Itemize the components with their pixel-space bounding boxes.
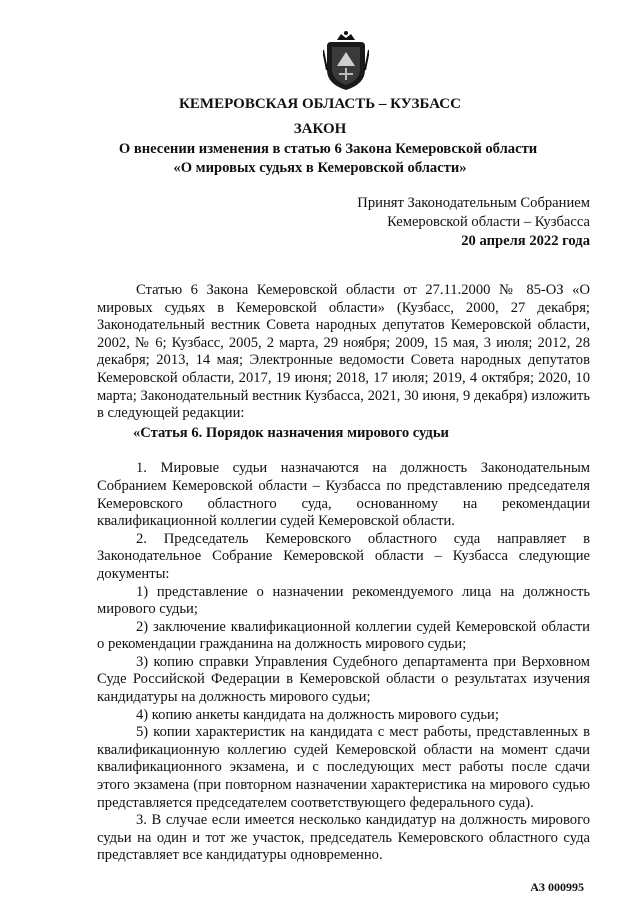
law-title-line2: «О мировых судьях в Кемеровской области»: [173, 160, 467, 176]
list-item-4: 4) копию анкеты кандидата на должность мирового судьи;: [136, 706, 499, 723]
adoption-line2: Кемеровской области – Кузбасса: [387, 214, 590, 230]
adoption-line1: Принят Законодательным Собранием: [357, 195, 590, 211]
coat-of-arms-emblem: [323, 30, 369, 92]
list-item-5: 5) копии характеристик на кандидата с мест работы, представленных в квалификационную коллегию судей Кемеровской области на момент сдачи квалификационного экзамена, и с последующих мест работы после сдачи этого экзамена (при повторном назначении характеристика на мирового судью представляется председателем соответствующего федерального суда).: [97, 724, 590, 811]
document-type: ЗАКОН: [293, 121, 347, 137]
list-item-2: 2) заключение квалификационной коллегии судей Кемеровской области о рекомендации гражданина на должность мирового судьи;: [97, 618, 590, 653]
list-item-3: 3) копию справки Управления Судебного департамента при Верховном Суде Российской Федерации в Кемеровской области о результатах изучения кандидатуры на должность мирового судьи;: [97, 653, 590, 706]
list-item-1: 1) представление о назначении рекомендуемого лица на должность мирового судьи;: [97, 583, 590, 618]
adoption-date: 20 апреля 2022 года: [461, 233, 590, 249]
paragraph-3: 3. В случае если имеется несколько кандидатур на должность мирового судьи на один и тот же участок, председатель Кемеровского областного суда представляет все кандидатуры одновременно.: [97, 812, 590, 864]
paragraph-2: 2. Председатель Кемеровского областного суда направляет в Законодательное Собрание Кемеровской области – Кузбасса следующие документы:: [97, 530, 590, 582]
region-heading: КЕМЕРОВСКАЯ ОБЛАСТЬ – КУЗБАСС: [179, 96, 461, 112]
paragraph-1: 1. Мировые судьи назначаются на должность Законодательным Собранием Кемеровской области – Кузбасса по представлению председателя Кемеровского областного суда, основанному на рекомендации квалификационной коллегии судей Кемеровской области.: [97, 460, 590, 530]
law-body: [97, 282, 590, 865]
serial-number: АЗ 000995: [530, 880, 584, 894]
intro-paragraph: Статью 6 Закона Кемеровской области от 27.11.2000 № 85-ОЗ «О мировых судьях в Кемеровской области» (Кузбасс, 2000, 27 декабря; Законодательный вестник Совета народных депутатов Кемеровской области, 2002, № 6; Кузбасс, 2005, 2 марта, 29 ноября; 2009, 15 мая, 3 июля; 2012, 28 декабря; 2013, 14 мая; Электронные ведомости Совета народных депутатов Кемеровской области, 2017, 19 июня; 2018, 17 июля; 2019, 4 октября; 2020, 10 марта; Законодательный вестник Кузбасса, 2021, 30 июня, 9 декабря) изложить в следующей редакции:: [97, 282, 590, 422]
law-title-line1: О внесении изменения в статью 6 Закона Кемеровской области: [118, 141, 538, 157]
article-heading: «Статья 6. Порядок назначения мирового судьи: [133, 424, 449, 441]
